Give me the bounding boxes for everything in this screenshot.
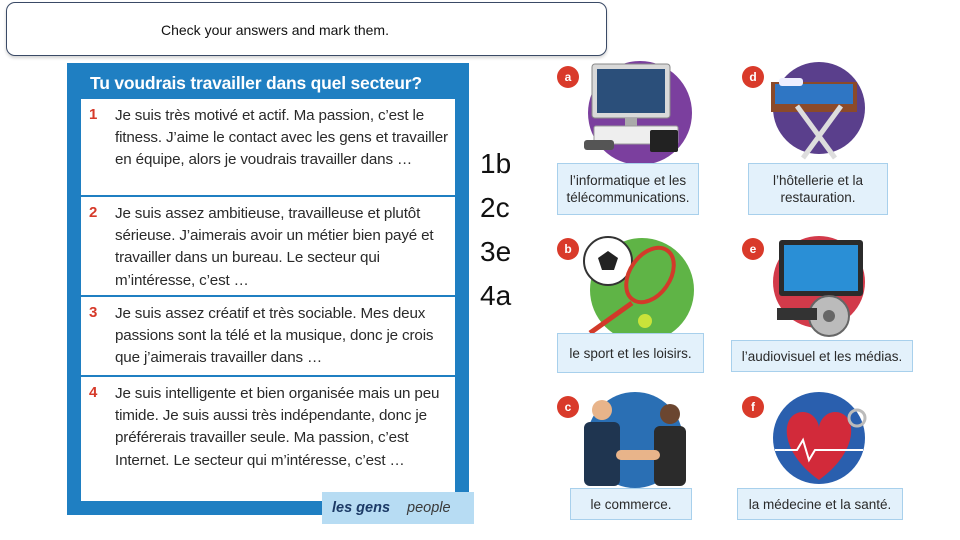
sector-d-badge: d (742, 66, 764, 88)
item-text: Je suis intelligente et bien organisée mais un peu timide. Je suis aussi très indépendante, donc je préférerais travailler seule. Ma passion, c’est Internet. Le secteur qui m’intéresse, c’est … (115, 385, 440, 469)
handshake-icon (570, 388, 700, 498)
instruction-text: Check your answers and mark them. (161, 22, 389, 38)
list-item-1 (81, 99, 455, 197)
answer-4: 4a (480, 280, 512, 311)
item-number: 2 (89, 204, 98, 221)
tv-film-icon (757, 232, 887, 342)
item-number: 1 (89, 106, 98, 123)
sector-b-card: le sport et les loisirs. (557, 333, 704, 373)
sports-icon (570, 233, 700, 343)
panel-items (81, 99, 455, 501)
panel-title: Tu voudrais travailler dans quel secteur? (90, 73, 422, 93)
sector-f-badge: f (742, 396, 764, 418)
item-number: 4 (89, 384, 98, 401)
sector-a-badge: a (557, 66, 579, 88)
sector-f-card: la médecine et la santé. (737, 488, 903, 520)
sector-b-badge: b (557, 238, 579, 260)
glossary-term: les gens (332, 500, 391, 516)
instruction-box (6, 2, 607, 56)
answer-2: 2c (480, 192, 510, 223)
list-item-4 (81, 377, 455, 501)
sector-a-card: l’informatique et les télécommunications. (557, 163, 699, 215)
bed-cutlery-icon (757, 58, 887, 168)
item-number: 3 (89, 304, 98, 321)
answer-3: 3e (480, 236, 512, 267)
list-item-3 (81, 297, 455, 377)
computer-icon (570, 58, 700, 168)
answer-list (480, 142, 511, 318)
item-text: Je suis très motivé et actif. Ma passion, c’est le fitness. J’aime le contact avec les gens et travailler en équipe, alors je voudrais travailler dans … (115, 107, 448, 169)
item-text: Je suis assez ambitieuse, travailleuse et plutôt sérieuse. J’aimerais avoir un métier bien payé et travailler dans un bureau. Le secteur qui m’intéresse, c’est … (115, 205, 434, 289)
list-item-2 (81, 197, 455, 297)
sector-c-card: le commerce. (570, 488, 692, 520)
sector-c-badge: c (557, 396, 579, 418)
answer-1: 1b (480, 148, 512, 179)
sector-e-badge: e (742, 238, 764, 260)
sector-e-card: l’audiovisuel et les médias. (731, 340, 913, 372)
glossary-definition: people (407, 500, 451, 516)
reading-panel (67, 63, 469, 515)
heart-stethoscope-icon (757, 388, 887, 498)
glossary-box (322, 492, 474, 524)
item-text: Je suis assez créatif et très sociable. Mes deux passions sont la télé et la musique, donc je crois que j’aimerais travailler dans … (115, 305, 434, 367)
sector-d-card: l’hôtellerie et la restauration. (748, 163, 888, 215)
